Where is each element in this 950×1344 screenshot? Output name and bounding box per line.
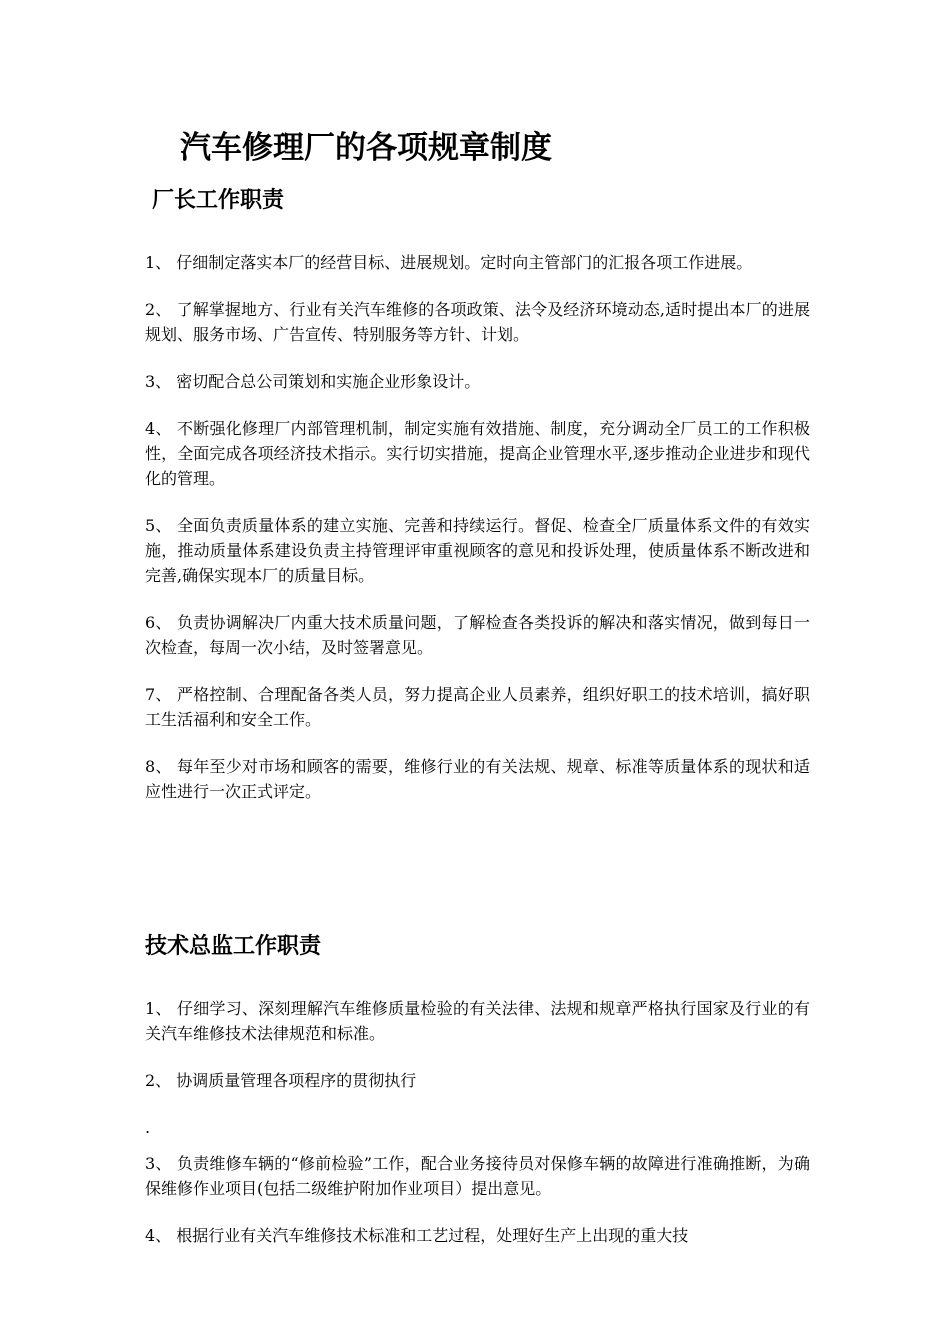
- list-item: 2、 了解掌握地方、行业有关汽车维修的各项政策、法令及经济环境动态,适时提出本厂的进展规划、服务市场、广告宣传、特别服务等方针、计划。: [145, 300, 810, 344]
- document-title: 汽车修理厂的各项规章制度: [180, 130, 552, 166]
- list-item: 1、 仔细学习、深刻理解汽车维修质量检验的有关法律、法规和规章严格执行国家及行业的有关汽车维修技术法律规范和标准。: [145, 999, 810, 1043]
- section-heading-factory-director: 厂长工作职责: [152, 188, 285, 213]
- section-heading-technical-director: 技术总监工作职责: [145, 934, 322, 959]
- list-item: 8、 每年至少对市场和顾客的需要，维修行业的有关法规、规章、标准等质量体系的现状和适应性进行一次正式评定。: [145, 757, 810, 801]
- factory-director-duties-list: [145, 250, 810, 826]
- list-item: 2、 协调质量管理各项程序的贯彻执行: [145, 1071, 417, 1090]
- list-item: 4、 不断强化修理厂内部管理机制，制定实施有效措施、制度，充分调动全厂员工的工作积极性，全面完成各项经济技术指示。实行切实措施，提高企业管理水平,逐步推动企业进步和现代化的管理。: [145, 419, 810, 488]
- list-item: 3、 密切配合总公司策划和实施企业形象设计。: [145, 372, 481, 391]
- list-item: 1、 仔细制定落实本厂的经营目标、进展规划。定时向主管部门的汇报各项工作进展。: [145, 253, 753, 272]
- technical-director-duties-list: [145, 996, 810, 1270]
- list-item: 6、 负责协调解决厂内重大技术质量问题，了解检查各类投诉的解决和落实情况，做到每日一次检查，每周一次小结，及时签署意见。: [145, 613, 810, 657]
- list-item: 5、 全面负责质量体系的建立实施、完善和持续运行。督促、检查全厂质量体系文件的有效实施，推动质量体系建设负责主持管理评审重视顾客的意见和投诉处理，使质量体系不断改进和完善,确保实现本厂的质量目标。: [145, 516, 810, 585]
- list-item: 4、 根据行业有关汽车维修技术标准和工艺过程，处理好生产上出现的重大技: [145, 1226, 689, 1245]
- list-item: 3、 负责维修车辆的“修前检验”工作，配合业务接待员对保修车辆的故障进行准确推断，为确保维修作业项目(包括二级维护附加作业项目）提出意见。: [145, 1154, 810, 1198]
- list-item: 7、 严格控制、合理配备各类人员，努力提高企业人员素养，组织好职工的技术培训，搞好职工生活福利和安全工作。: [145, 685, 810, 729]
- stray-period: .: [145, 1118, 151, 1137]
